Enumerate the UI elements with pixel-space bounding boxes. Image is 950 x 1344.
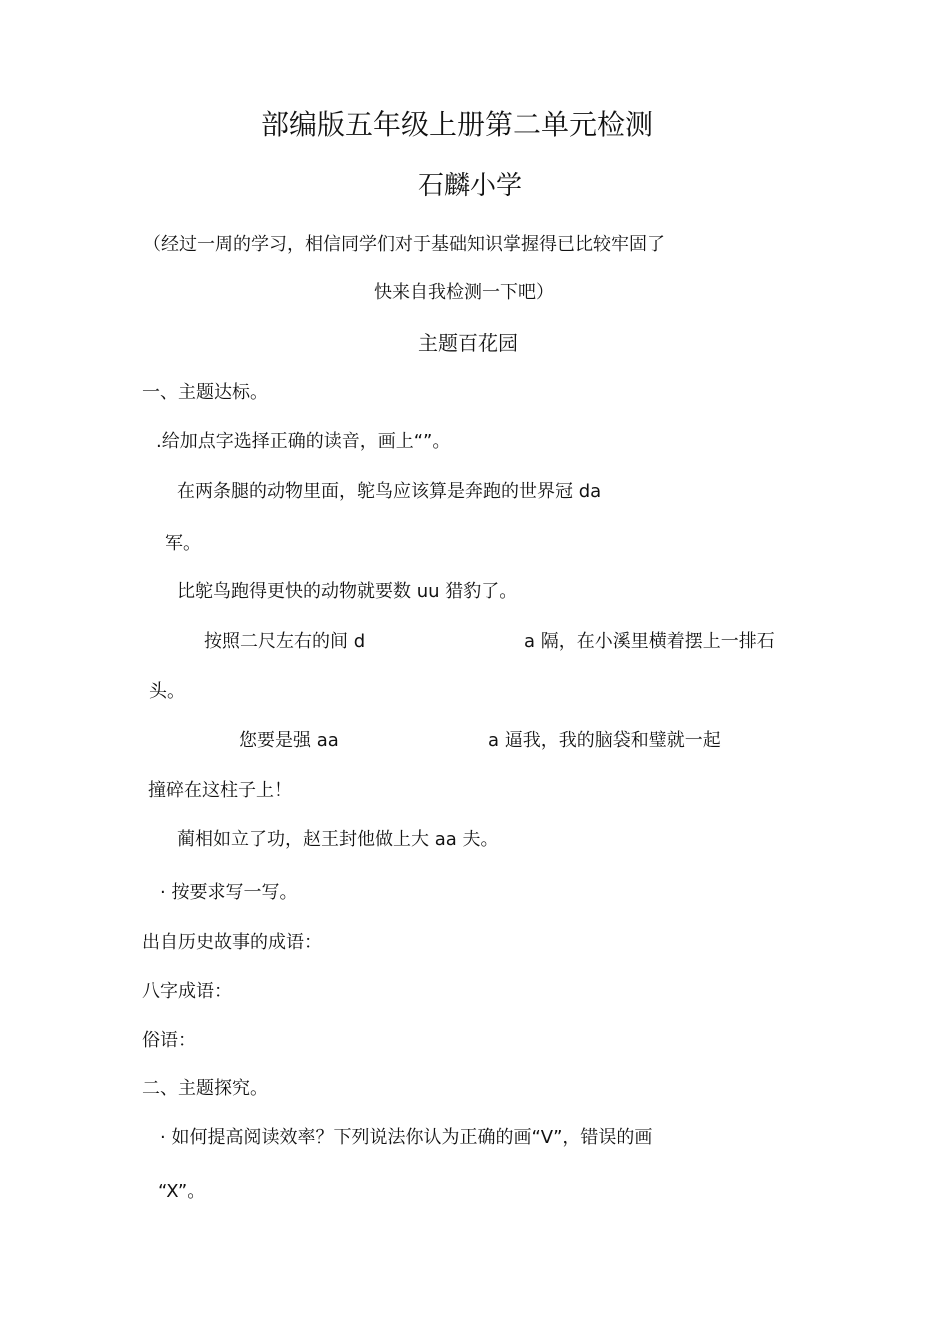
write-eight-char-idiom: 八字成语： — [142, 981, 232, 1002]
sentence-1a: 在两条腿的动物里面，鸵鸟应该算是奔跑的世界冠 da — [177, 481, 602, 502]
write-proverb: 俗语： — [142, 1030, 196, 1051]
sentence-3a-left: 按照二尺左右的间 d — [204, 631, 366, 652]
sentence-4a-right: a 逼我，我的脑袋和璧就一起 — [488, 730, 721, 751]
intro-line-1: （经过一周的学习，相信同学们对于基础知识掌握得已比较牢固了 — [143, 234, 665, 255]
write-idiom-history: 出自历史故事的成语： — [142, 932, 322, 953]
q2-prompt: · 按要求写一写。 — [160, 882, 298, 903]
sentence-4b: 撞碎在这柱子上！ — [148, 780, 292, 801]
part1-heading: 一、主题达标。 — [142, 382, 268, 403]
part2-heading: 二、主题探究。 — [142, 1078, 268, 1099]
school-name: 石麟小学 — [418, 171, 523, 201]
part2-q1a: · 如何提高阅读效率？下列说法你认为正确的画“V”，错误的画 — [160, 1127, 653, 1148]
sentence-2: 比鸵鸟跑得更快的动物就要数 uu 猎豹了。 — [177, 581, 518, 602]
sentence-4a-left: 您要是强 aa — [239, 730, 339, 751]
sentence-3b: 头。 — [149, 681, 185, 702]
part2-q1b: “X”。 — [158, 1181, 206, 1202]
intro-line-2: 快来自我检测一下吧） — [374, 282, 554, 303]
sentence-5: 蔺相如立了功，赵王封他做上大 aa 夫。 — [177, 829, 499, 850]
theme-heading: 主题百花园 — [418, 331, 518, 355]
sentence-3a-right: a 隔，在小溪里横着摆上一排石 — [524, 631, 775, 652]
q1-prompt: .给加点字选择正确的读音，画上“”。 — [156, 431, 451, 452]
document-title: 部编版五年级上册第二单元检测 — [261, 108, 654, 141]
sentence-1b: 军。 — [165, 533, 201, 554]
